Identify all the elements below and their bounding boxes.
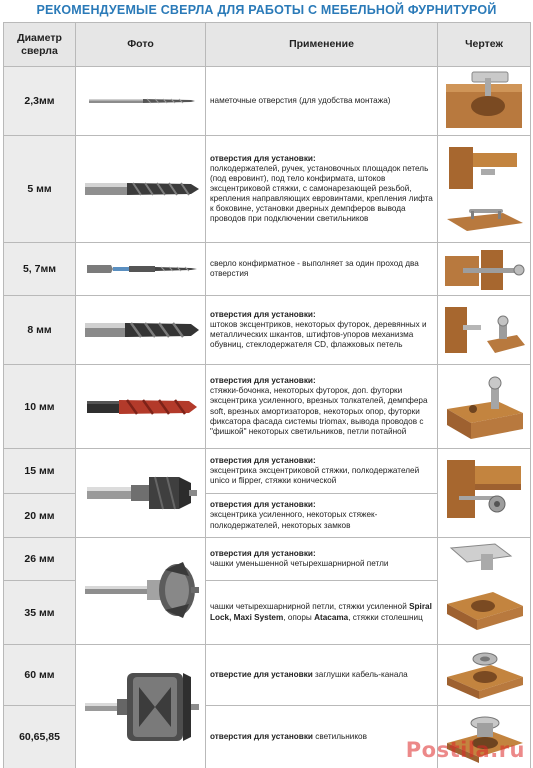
drill-photo-8mm xyxy=(76,296,206,365)
usage-cell: отверстия для установки: полкодержателей, ручек, установочных площадок петель (под евровинт), под тело конфирмата, штоков эксцентриковой стяжки, с самонарезающей резьбой, крепления направляющих евровинтами, крепления лифта к боковине, установки дверных демпферов вывода проводов при подключении светильников xyxy=(206,136,438,243)
page-title: РЕКОМЕНДУЕМЫЕ СВЕРЛА ДЛЯ РАБОТЫ С МЕБЕЛЬНОЙ ФУРНИТУРОЙ xyxy=(36,3,497,17)
diameter-cell: 2,3мм xyxy=(4,67,76,136)
usage-cell: наметочные отверстия (для удобства монтажа) xyxy=(206,67,438,136)
diameter-cell: 10 мм xyxy=(4,365,76,449)
drawing-handle-shelf-icon xyxy=(441,139,527,239)
diameter-cell: 26 мм xyxy=(4,538,76,581)
diameter-cell: 35 мм xyxy=(4,581,76,645)
drawing-cable-cap-icon xyxy=(441,647,527,703)
drill-photo-2-3mm xyxy=(76,67,206,136)
diameter-cell: 8 мм xyxy=(4,296,76,365)
drawing-cam-lock-icon xyxy=(441,452,527,534)
drill-photo-hinge-cutter xyxy=(76,538,206,645)
diameter-cell: 20 мм xyxy=(4,494,76,538)
table-row xyxy=(4,67,531,136)
header-diameter: Диаметр сверла xyxy=(4,23,76,67)
drill-photo-hole-saw xyxy=(76,645,206,768)
usage-cell: отверстия для установки: эксцентрика усиленного, некоторых стяжек-полкодержателей, некоторых замков xyxy=(206,494,438,538)
usage-cell: чашки четырехшарнирной петли, стяжки усиленной Spiral Lock, Maxi System, опоры Atacama, стяжки столешниц xyxy=(206,581,438,645)
table-row xyxy=(4,243,531,296)
usage-cell: отверстия для установки: штоков эксцентриков, некоторых футорок, деревянных и металлических шкантов, штифтов-упоров механизма обувниц, стеклодержателя CD, флажковых петель xyxy=(206,296,438,365)
table-header-row xyxy=(4,23,531,67)
drawing-cell xyxy=(438,449,531,538)
drill-table xyxy=(3,22,531,768)
table-row xyxy=(4,296,531,365)
drawing-dowel-icon xyxy=(441,299,527,361)
header-photo: Фото xyxy=(76,23,206,67)
drawing-cell xyxy=(438,365,531,449)
table-row xyxy=(4,449,531,494)
header-drawing: Чертеж xyxy=(438,23,531,67)
usage-cell: отверстия для установки: стяжки-бочонка, некоторых футорок, доп. футорки эксцентрика усиленного, врезных толкателей, демпфера soft, врезных амортизаторов, некоторых опор, футорки фиксатора фасада системы triomax, вывода проводов с "фишкой" некоторых светильников, петли потайной xyxy=(206,365,438,449)
drawing-hinge-cup-icon xyxy=(441,542,527,640)
usage-cell: сверло конфирматное - выполняет за один проход два отверстия xyxy=(206,243,438,296)
drawing-cam-barrel-icon xyxy=(441,369,527,445)
drawing-cell xyxy=(438,136,531,243)
drawing-confirmat-screw-icon xyxy=(441,246,527,292)
drill-photo-forstner-15-20mm xyxy=(76,449,206,538)
drill-photo-10mm xyxy=(76,365,206,449)
postila-watermark: Postila.ru xyxy=(405,738,525,762)
drawing-cell xyxy=(438,243,531,296)
drill-photo-confirmat xyxy=(76,243,206,296)
drill-photo-5mm xyxy=(76,136,206,243)
drawing-cell xyxy=(438,645,531,706)
diameter-cell: 60,65,85 xyxy=(4,706,76,768)
table-row xyxy=(4,136,531,243)
usage-cell: отверстия для установки: эксцентрика эксцентриковой стяжки, полкодержателей unico и flipper, стяжки конической xyxy=(206,449,438,494)
diameter-cell: 60 мм xyxy=(4,645,76,706)
drawing-pilot-hole-icon xyxy=(442,70,526,132)
table-row xyxy=(4,538,531,581)
usage-cell: отверстие для установки заглушки кабель-канала xyxy=(206,645,438,706)
usage-cell: отверстия для установки: чашки уменьшенной четырехшарнирной петли xyxy=(206,538,438,581)
header-usage: Применение xyxy=(206,23,438,67)
drawing-cell xyxy=(438,296,531,365)
diameter-cell: 5, 7мм xyxy=(4,243,76,296)
diameter-cell: 5 мм xyxy=(4,136,76,243)
table-row xyxy=(4,645,531,706)
drawing-cell xyxy=(438,67,531,136)
drawing-cell xyxy=(438,538,531,645)
usage-cell: отверстия для установки светильников xyxy=(206,706,438,768)
table-row xyxy=(4,365,531,449)
diameter-cell: 15 мм xyxy=(4,449,76,494)
